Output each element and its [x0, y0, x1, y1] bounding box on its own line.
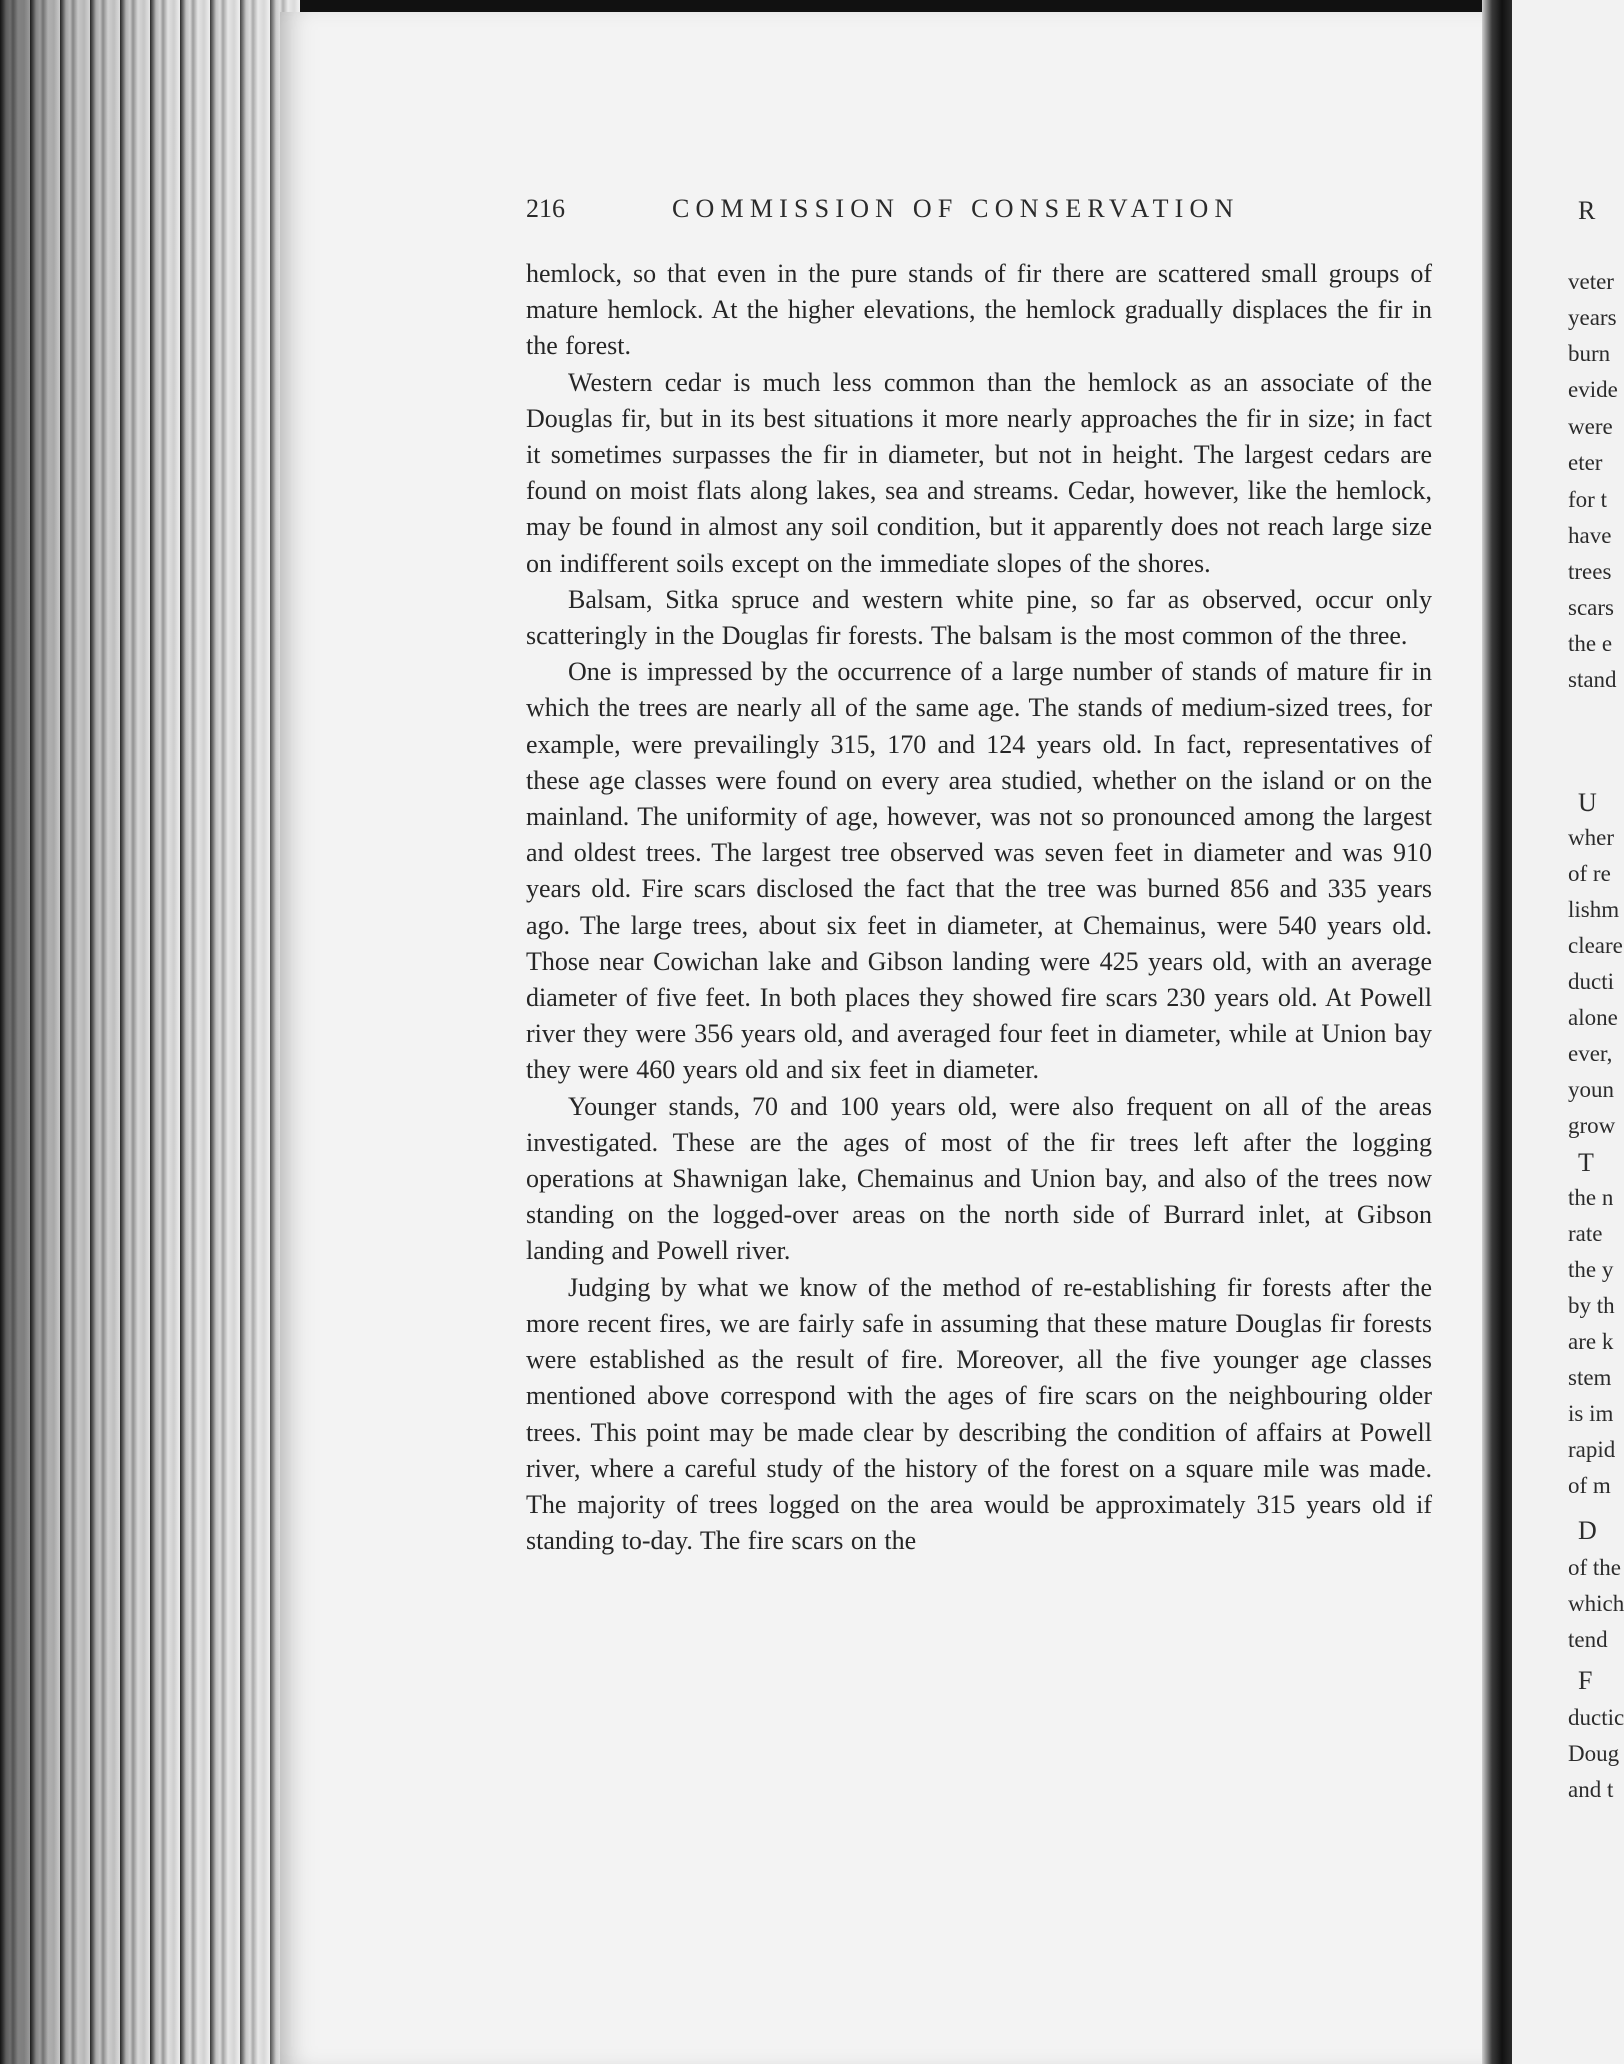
facing-page-fragment: lishm — [1568, 897, 1620, 922]
facing-page-fragment: R — [1578, 196, 1596, 225]
paragraph-3: Balsam, Sitka spruce and western white pine, so far as observed, occur only scatteringly in the Douglas fir forests. The balsam is the most common of the three. — [526, 584, 1432, 651]
facing-page-fragment: wher — [1568, 825, 1614, 850]
facing-page-fragment: scars — [1568, 595, 1614, 620]
paragraph-1: hemlock, so that even in the pure stands of fir there are scattered small groups of mature hemlock. At the higher elevations, the hemlock gradually displaces the fir in the forest. — [526, 259, 1432, 361]
facing-page-fragment: rate — [1568, 1221, 1603, 1246]
facing-page-fragment: stand — [1568, 667, 1617, 692]
facing-page-fragment: D — [1578, 1516, 1597, 1545]
facing-page-fragment: of m — [1568, 1473, 1611, 1498]
facing-page-fragment: and t — [1568, 1777, 1614, 1802]
facing-page-fragment: evide — [1568, 377, 1618, 402]
paragraph-5: Younger stands, 70 and 100 years old, were also frequent on all of the areas investigated. These are the ages of most of the fir trees left after the logging operations at Shawnigan lake, Chemainus and Union bay, and also of the trees now standing on the logged-over areas on the north side of Burrard inlet, at Gibson landing and Powell river. — [526, 1091, 1432, 1266]
facing-page-fragment: tend — [1568, 1627, 1608, 1652]
page-number: 216 — [526, 194, 565, 223]
running-title: COMMISSION OF CONSERVATION — [672, 194, 1240, 223]
facing-page-fragment: were — [1568, 414, 1613, 439]
book-gutter — [1482, 0, 1512, 2064]
facing-page-fragment: youn — [1568, 1077, 1614, 1102]
facing-page-fragment: years — [1568, 305, 1617, 330]
facing-page-fragment: the y — [1568, 1257, 1614, 1282]
facing-page-fragment: have — [1568, 523, 1612, 548]
facing-page-fragment: cleare — [1568, 933, 1623, 958]
facing-page-fragment: F — [1578, 1666, 1593, 1695]
facing-page-fragment: U — [1578, 788, 1597, 817]
paragraph-4: One is impressed by the occurrence of a large number of stands of mature fir in which the trees are nearly all of the same age. The stands of medium-sized trees, for example, were prevailingly 315, 170 and 124 years old. In fact, representatives of these age classes were found on every area studied, whether on the island or on the mainland. The uniformity of age, however, was not so pronounced among the largest and oldest trees. The largest tree observed was seven feet in diameter and was 910 years old. Fire scars disclosed the fact that the tree was burned 856 and 335 years ago. The large trees, about six feet in diameter, at Chemainus, were 540 years old. Those near Cowichan lake and Gibson landing were 425 years old, with an average diameter of five feet. In both places they showed fire scars 230 years old. At Powell river they were 356 years old, and averaged four feet in diameter, while at Union bay they were 460 years old and six feet in diameter. — [526, 657, 1432, 1085]
facing-page-fragment: grow — [1568, 1113, 1616, 1138]
facing-page-fragment: by th — [1568, 1293, 1615, 1318]
facing-page-fragment: ductic — [1568, 1705, 1624, 1730]
facing-page-fragment: Doug — [1568, 1741, 1620, 1766]
body-text — [526, 256, 1432, 1559]
facing-page-fragment: of the — [1568, 1555, 1622, 1580]
facing-page-fragment: the n — [1568, 1185, 1614, 1210]
paragraph-6: Judging by what we know of the method of re-establishing fir forests after the more recent fires, we are fairly safe in assuming that these mature Douglas fir forests were established as the result of fire. Moreover, all the five younger age classes mentioned above correspond with the ages of fire scars on the neighbouring older trees. This point may be made clear by describing the condition of affairs at Powell river, where a careful study of the history of the forest on a square mile was made. The majority of trees logged on the area would be approximately 315 years old if standing to-day. The fire scars on the — [526, 1272, 1432, 1556]
facing-page-fragment: T — [1578, 1148, 1594, 1177]
facing-page-fragment: the e — [1568, 631, 1613, 656]
paragraph-2: Western cedar is much less common than the hemlock as an associate of the Douglas fir, but in its best situations it more nearly approaches the fir in size; in fact it sometimes surpasses the fir in diameter, but not in height. The largest cedars are found on moist flats along lakes, sea and streams. Cedar, however, like the hemlock, may be found in almost any soil condition, but it apparently does not reach large size on indifferent soils except on the immediate slopes of the shores. — [526, 367, 1432, 578]
facing-page-fragment: alone — [1568, 1005, 1618, 1030]
facing-page-fragment: rapid — [1568, 1437, 1616, 1462]
facing-page-fragment: veter — [1568, 269, 1614, 294]
facing-page-fragment: of re — [1568, 861, 1611, 886]
facing-page-fragment: is im — [1568, 1401, 1614, 1426]
facing-page-fragment: which — [1568, 1591, 1624, 1616]
facing-page-fragment: ever, — [1568, 1041, 1613, 1066]
facing-page-fragment: ducti — [1568, 969, 1614, 994]
facing-page-fragment: eter — [1568, 450, 1603, 475]
facing-page-fragment: trees — [1568, 559, 1612, 584]
facing-page-fragment: stem — [1568, 1365, 1612, 1390]
facing-page-fragment: burn — [1568, 341, 1611, 366]
facing-page-fragment: for t — [1568, 487, 1607, 512]
facing-page — [1512, 0, 1624, 2064]
page-edges — [0, 0, 300, 2064]
facing-page-fragment: are k — [1568, 1329, 1614, 1354]
